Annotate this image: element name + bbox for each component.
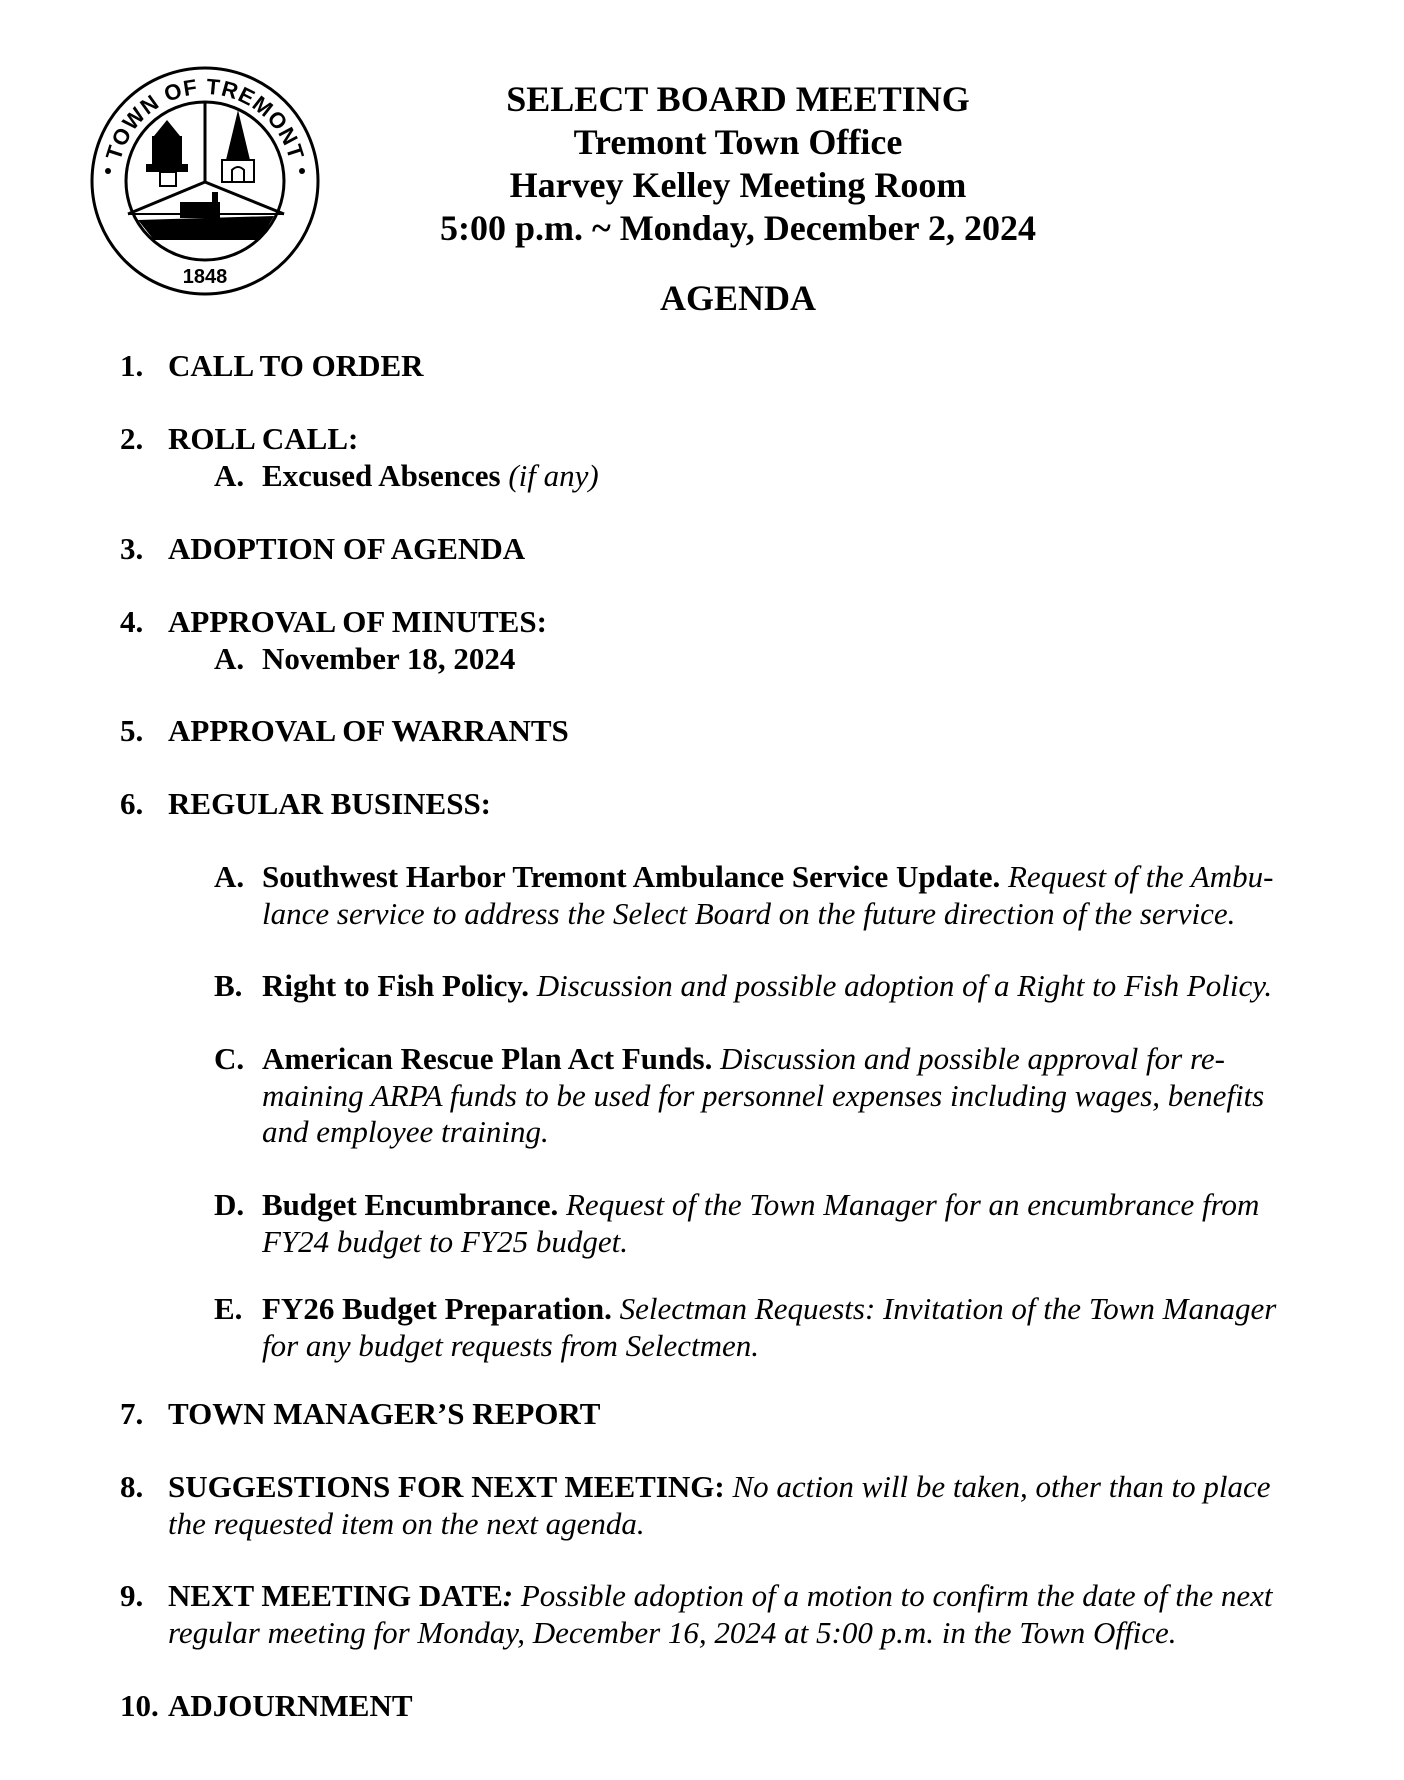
subitem-description: for any budget requests from Selectmen. <box>262 1328 760 1363</box>
subitem-description: Discussion and possible adoption of a Right to Fish Policy. <box>528 968 1273 1003</box>
item-label: ROLL CALL: <box>168 421 359 456</box>
item-number: 9. <box>120 1578 144 1613</box>
subitem-title: November 18, 2024 <box>262 641 516 676</box>
subitem-title: Budget Encumbrance. <box>262 1187 559 1222</box>
subitem-title: Excused Absences <box>262 458 501 493</box>
item-number: 2. <box>120 421 144 456</box>
subitem-description: Selectman Requests: Invitation of the Town Manager <box>611 1291 1277 1326</box>
meeting-location: Tremont Town Office <box>573 122 903 162</box>
item-label: APPROVAL OF WARRANTS <box>168 713 569 748</box>
meeting-header <box>380 78 1096 250</box>
subitem-letter: C. <box>214 1041 245 1076</box>
subitem-description: Request of the Ambu- <box>1000 859 1274 894</box>
meeting-title: SELECT BOARD MEETING <box>506 79 970 119</box>
subitem-letter: D. <box>214 1187 245 1222</box>
item-number: 4. <box>120 604 144 639</box>
item-number: 7. <box>120 1396 144 1431</box>
town-seal-logo <box>88 64 322 298</box>
item-label: TOWN MANAGER’S REPORT <box>168 1396 601 1431</box>
subitem-title: Southwest Harbor Tremont Ambulance Service Update. <box>262 859 1001 894</box>
item-description: regular meeting for Monday, December 16, 2024 at 5:00 p.m. in the Town Office. <box>168 1615 1177 1650</box>
item-label: CALL TO ORDER <box>168 348 424 383</box>
meeting-room: Harvey Kelley Meeting Room <box>509 165 967 205</box>
seal-year: 1848 <box>182 266 228 288</box>
subitem-description: lance service to address the Select Board on the future direction of the service. <box>262 896 1236 931</box>
subitem-letter: A. <box>214 859 245 894</box>
item-description: the requested item on the next agenda. <box>168 1506 645 1541</box>
item-label: NEXT MEETING DATE <box>168 1578 503 1613</box>
item-description: No action will be taken, other than to place <box>724 1469 1271 1504</box>
item-label: SUGGESTIONS FOR NEXT MEETING: <box>168 1469 725 1504</box>
item-number: 6. <box>120 786 144 821</box>
item-label: APPROVAL OF MINUTES: <box>168 604 547 639</box>
subitem-description: and employee training. <box>262 1114 549 1149</box>
seal-top-text: TOWN OF TREMONT <box>100 73 310 163</box>
item-label: REGULAR BUSINESS: <box>168 786 492 821</box>
meeting-datetime: 5:00 p.m. ~ Monday, December 2, 2024 <box>439 208 1036 248</box>
subitem-letter: A. <box>214 458 245 493</box>
subitem-description: FY24 budget to FY25 budget. <box>262 1224 628 1259</box>
item-description: Possible adoption of a motion to confirm the date of the next <box>513 1578 1273 1613</box>
subitem-title: American Rescue Plan Act Funds. <box>262 1041 713 1076</box>
subitem-description: Discussion and possible approval for re- <box>712 1041 1225 1076</box>
item-label-colon: : <box>502 1578 514 1613</box>
subitem-description: maining ARPA funds to be used for personnel expenses including wages, benefits <box>262 1078 1265 1113</box>
item-label: ADJOURNMENT <box>168 1688 413 1723</box>
subitem-letter: A. <box>214 641 245 676</box>
item-number: 3. <box>120 531 144 566</box>
item-number: 10. <box>120 1688 159 1723</box>
subitem-title: Right to Fish Policy. <box>262 968 529 1003</box>
subitem-description: Request of the Town Manager for an encumbrance from <box>558 1187 1260 1222</box>
subitem-letter: E. <box>214 1291 243 1326</box>
subitem-title: FY26 Budget Preparation. <box>262 1291 612 1326</box>
subitem-description: (if any) <box>500 458 599 493</box>
item-number: 8. <box>120 1469 144 1504</box>
item-label: ADOPTION OF AGENDA <box>168 531 526 566</box>
agenda-title: AGENDA <box>659 278 816 318</box>
subitem-letter: B. <box>214 968 243 1003</box>
item-number: 5. <box>120 713 144 748</box>
item-number: 1. <box>120 348 144 383</box>
